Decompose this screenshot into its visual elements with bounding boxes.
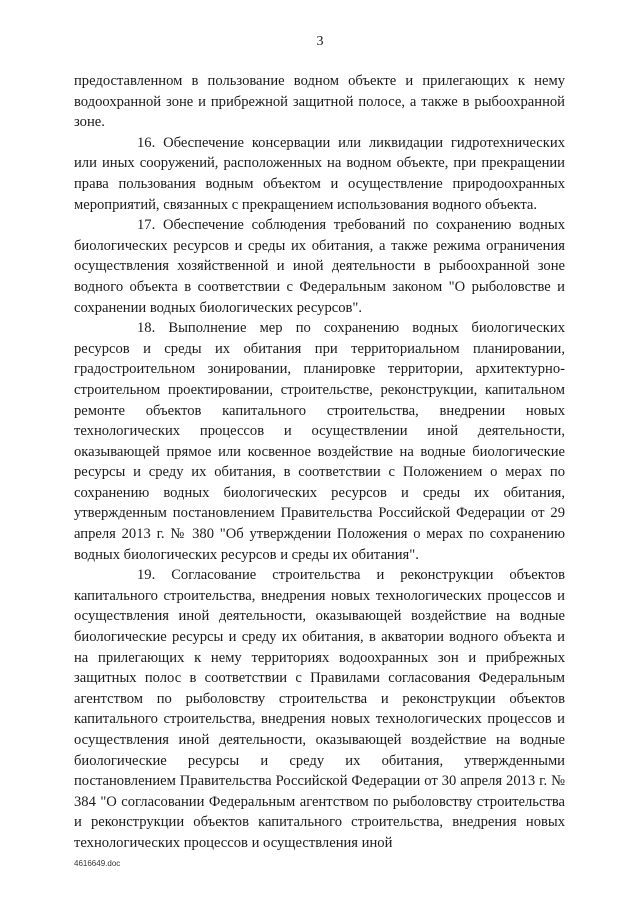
document-body — [74, 71, 565, 854]
paragraph-19: 19. Согласование строительства и реконструкции объектов капитального строительства, внедрения новых технологических процессов и осуществления иной деятельности, оказывающей воздействие на водные биологические ресурсы и среду их обитания, в акватории водного объекта и на прилегающих к нему территориях водоохранных зон и прибрежных защитных полос в соответствии с Правилами согласования Федеральным агентством по рыболовству строительства и реконструкции объектов капитального строительства, внедрения новых технологических процессов и осуществления иной деятельности, оказывающей воздействие на водные биологические ресурсы и среду их обитания, утвержденными постановлением Правительства Российской Федерации от 30 апреля 2013 г. № 384 "О согласовании Федеральным агентством по рыболовству строительства и реконструкции объектов капитального строительства, внедрения новых технологических процессов и осуществления иной — [74, 567, 565, 851]
paragraph-16: 16. Обеспечение консервации или ликвидации гидротехнических или иных сооружений, расположенных на водном объекте, при прекращении права пользования водным объектом и осуществление природоохранных мероприятий, связанных с прекращением использования водного объекта. — [74, 134, 565, 213]
paragraph-continuation: предоставленном в пользование водном объекте и прилегающих к нему водоохранной зоне и прибрежной защитной полосе, а также в рыбоохранной зоне. — [74, 73, 565, 131]
paragraph-17: 17. Обеспечение соблюдения требований по сохранению водных биологических ресурсов и среды их обитания, а также режима ограничения осуществления хозяйственной и иной деятельности в рыбоохранной зоне водного объекта в соответствии с Федеральным законом "О рыболовстве и сохранении водных биологических ресурсов". — [74, 217, 565, 316]
paragraph-18: 18. Выполнение мер по сохранению водных биологических ресурсов и среды их обитания при территориальном планировании, градостроительном зонировании, планировке территории, архитектурно-строительном проектировании, строительстве, реконструкции, капитальном ремонте объектов капитального строительства, внедрении новых технологических процессов и осуществлении иной деятельности, оказывающей прямое или косвенное воздействие на водные биологические ресурсы и среду их обитания, в соответствии с Положением о мерах по сохранению водных биологических ресурсов и среды их обитания, утвержденным постановлением Правительства Российской Федерации от 29 апреля 2013 г. № 380 "Об утверждении Положения о мерах по сохранению водных биологических ресурсов и среды их обитания". — [74, 320, 565, 563]
footer-file-code: 4616649.doc — [74, 859, 121, 868]
page-number: 3 — [316, 34, 324, 49]
